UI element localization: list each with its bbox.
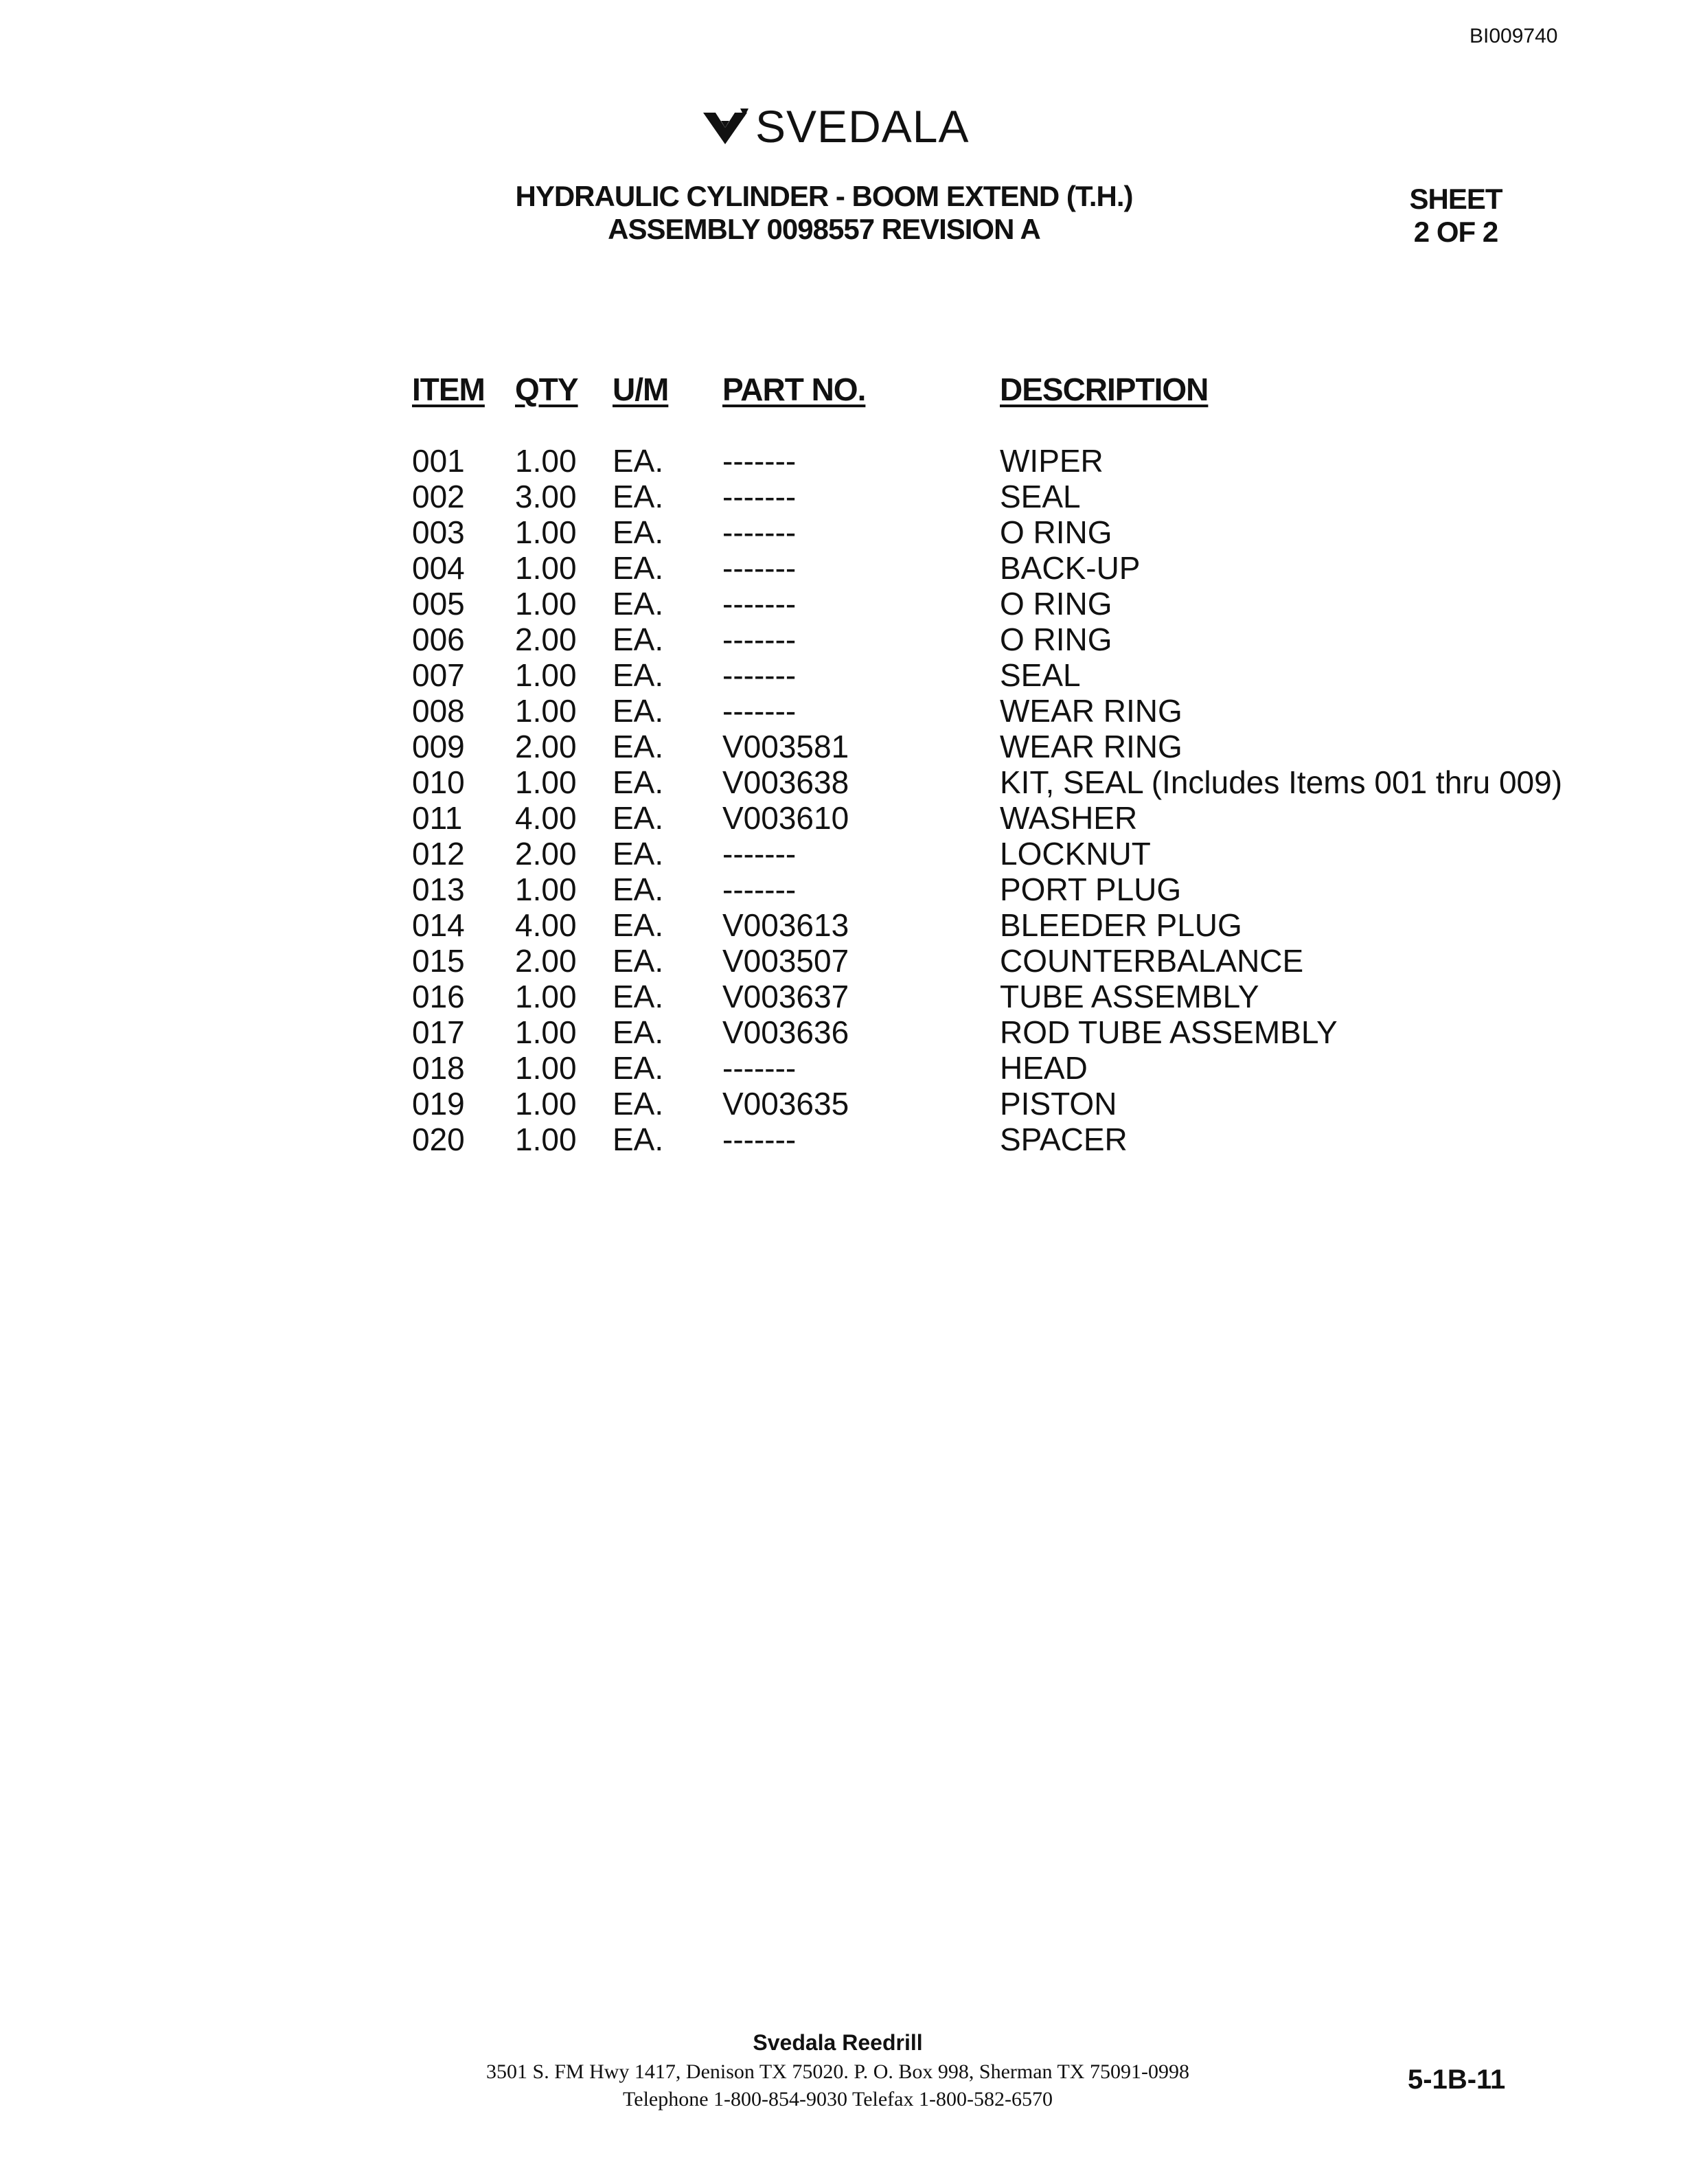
cell-description: KIT, SEAL (Includes Items 001 thru 009) xyxy=(1000,764,1563,800)
cell-item: 007 xyxy=(412,657,465,693)
cell-qty: 2.00 xyxy=(515,836,577,872)
cell-part-no: ------- xyxy=(722,479,797,514)
cell-item: 002 xyxy=(412,479,465,514)
cell-part-no: V003581 xyxy=(722,729,849,764)
cell-um: EA. xyxy=(613,1050,664,1086)
cell-um: EA. xyxy=(613,800,664,836)
cell-description: HEAD xyxy=(1000,1050,1088,1086)
cell-item: 011 xyxy=(412,800,463,836)
cell-um: EA. xyxy=(613,479,664,514)
cell-item: 018 xyxy=(412,1050,465,1086)
cell-part-no: ------- xyxy=(722,443,797,479)
cell-qty: 1.00 xyxy=(515,443,577,479)
cell-part-no: ------- xyxy=(722,550,797,586)
cell-qty: 3.00 xyxy=(515,479,577,514)
cell-item: 020 xyxy=(412,1122,465,1157)
cell-description: O RING xyxy=(1000,586,1112,622)
sheet-label: SHEET xyxy=(1409,183,1502,215)
cell-description: WIPER xyxy=(1000,443,1103,479)
cell-item: 016 xyxy=(412,979,465,1014)
cell-um: EA. xyxy=(613,729,664,764)
cell-qty: 1.00 xyxy=(515,764,577,800)
cell-qty: 4.00 xyxy=(515,800,577,836)
cell-description: O RING xyxy=(1000,514,1112,550)
cell-description: SEAL xyxy=(1000,479,1081,514)
cell-um: EA. xyxy=(613,1086,664,1122)
cell-item: 015 xyxy=(412,943,465,979)
cell-qty: 1.00 xyxy=(515,1086,577,1122)
cell-qty: 2.00 xyxy=(515,729,577,764)
cell-um: EA. xyxy=(613,1122,664,1157)
cell-part-no: V003610 xyxy=(722,800,849,836)
cell-um: EA. xyxy=(613,872,664,907)
cell-um: EA. xyxy=(613,907,664,943)
cell-part-no: ------- xyxy=(722,514,797,550)
page-number: 5-1B-11 xyxy=(1408,2064,1506,2095)
cell-part-no: ------- xyxy=(722,836,797,872)
footer-address: 3501 S. FM Hwy 1417, Denison TX 75020. P. O. Box 998, Sherman TX 75091-0998 xyxy=(486,2060,1189,2083)
cell-part-no: ------- xyxy=(722,693,797,729)
cell-description: PORT PLUG xyxy=(1000,872,1182,907)
cell-um: EA. xyxy=(613,764,664,800)
cell-item: 008 xyxy=(412,693,465,729)
cell-part-no: V003636 xyxy=(722,1014,849,1050)
document-id: BI009740 xyxy=(1470,25,1558,47)
cell-description: ROD TUBE ASSEMBLY xyxy=(1000,1014,1338,1050)
header-um: U/M xyxy=(613,372,669,407)
cell-description: PISTON xyxy=(1000,1086,1117,1122)
cell-qty: 2.00 xyxy=(515,622,577,657)
cell-um: EA. xyxy=(613,1014,664,1050)
cell-um: EA. xyxy=(613,943,664,979)
header-description: DESCRIPTION xyxy=(1000,372,1209,407)
cell-part-no: ------- xyxy=(722,1122,797,1157)
cell-qty: 1.00 xyxy=(515,514,577,550)
cell-part-no: ------- xyxy=(722,872,797,907)
cell-description: BACK-UP xyxy=(1000,550,1141,586)
footer-company: Svedala Reedrill xyxy=(753,2030,923,2055)
header-item: ITEM xyxy=(412,372,485,407)
cell-um: EA. xyxy=(613,836,664,872)
cell-um: EA. xyxy=(613,443,664,479)
cell-item: 019 xyxy=(412,1086,465,1122)
header-qty: QTY xyxy=(515,372,578,407)
svedala-logo-icon xyxy=(700,107,751,146)
cell-qty: 1.00 xyxy=(515,872,577,907)
cell-description: WASHER xyxy=(1000,800,1138,836)
cell-part-no: V003635 xyxy=(722,1086,849,1122)
cell-qty: 1.00 xyxy=(515,657,577,693)
cell-description: WEAR RING xyxy=(1000,729,1182,764)
cell-description: SEAL xyxy=(1000,657,1081,693)
sheet-value: 2 OF 2 xyxy=(1413,216,1498,248)
cell-qty: 4.00 xyxy=(515,907,577,943)
cell-item: 010 xyxy=(412,764,465,800)
cell-part-no: V003507 xyxy=(722,943,849,979)
cell-part-no: ------- xyxy=(722,586,797,622)
cell-qty: 1.00 xyxy=(515,693,577,729)
cell-part-no: V003637 xyxy=(722,979,849,1014)
cell-qty: 1.00 xyxy=(515,1050,577,1086)
cell-item: 001 xyxy=(412,443,465,479)
cell-item: 013 xyxy=(412,872,465,907)
cell-part-no: ------- xyxy=(722,622,797,657)
document-title-line2: ASSEMBLY 0098557 REVISION A xyxy=(608,213,1040,245)
cell-item: 017 xyxy=(412,1014,465,1050)
cell-description: TUBE ASSEMBLY xyxy=(1000,979,1259,1014)
footer-phone: Telephone 1-800-854-9030 Telefax 1-800-582-6570 xyxy=(623,2088,1053,2111)
brand-name: SVEDALA xyxy=(755,101,970,152)
cell-qty: 1.00 xyxy=(515,586,577,622)
cell-item: 004 xyxy=(412,550,465,586)
cell-item: 012 xyxy=(412,836,465,872)
cell-item: 003 xyxy=(412,514,465,550)
cell-qty: 1.00 xyxy=(515,1122,577,1157)
cell-description: COUNTERBALANCE xyxy=(1000,943,1304,979)
cell-item: 006 xyxy=(412,622,465,657)
cell-item: 014 xyxy=(412,907,465,943)
cell-um: EA. xyxy=(613,693,664,729)
cell-item: 005 xyxy=(412,586,465,622)
cell-part-no: ------- xyxy=(722,1050,797,1086)
cell-um: EA. xyxy=(613,514,664,550)
cell-part-no: ------- xyxy=(722,657,797,693)
cell-qty: 2.00 xyxy=(515,943,577,979)
cell-um: EA. xyxy=(613,622,664,657)
cell-part-no: V003613 xyxy=(722,907,849,943)
cell-description: O RING xyxy=(1000,622,1112,657)
brand-logo xyxy=(700,99,969,154)
cell-description: SPACER xyxy=(1000,1122,1128,1157)
cell-description: BLEEDER PLUG xyxy=(1000,907,1242,943)
cell-um: EA. xyxy=(613,979,664,1014)
document-title-line1: HYDRAULIC CYLINDER - BOOM EXTEND (T.H.) xyxy=(515,180,1133,212)
header-part-no: PART NO. xyxy=(722,372,866,407)
cell-um: EA. xyxy=(613,586,664,622)
cell-um: EA. xyxy=(613,550,664,586)
cell-description: WEAR RING xyxy=(1000,693,1182,729)
cell-qty: 1.00 xyxy=(515,550,577,586)
cell-um: EA. xyxy=(613,657,664,693)
cell-qty: 1.00 xyxy=(515,979,577,1014)
cell-qty: 1.00 xyxy=(515,1014,577,1050)
cell-item: 009 xyxy=(412,729,465,764)
cell-description: LOCKNUT xyxy=(1000,836,1151,872)
cell-part-no: V003638 xyxy=(722,764,849,800)
